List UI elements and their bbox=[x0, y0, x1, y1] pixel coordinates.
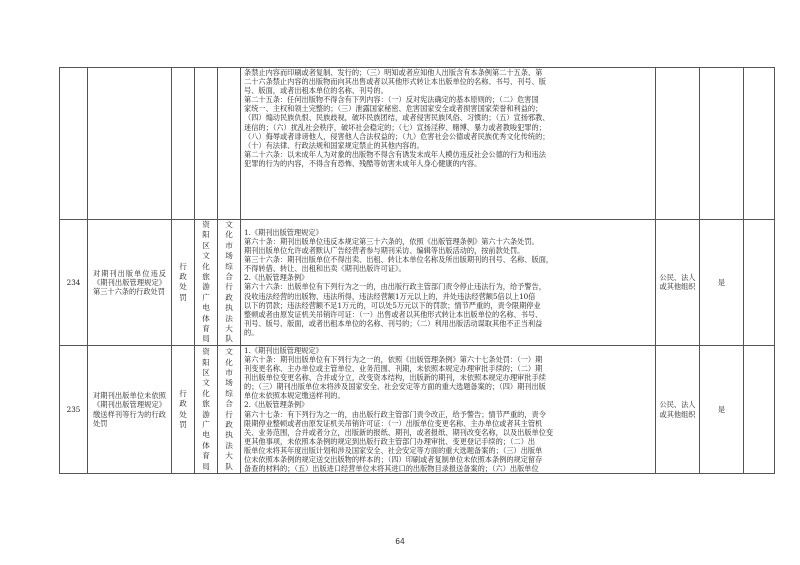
listed-flag: 是 bbox=[700, 220, 744, 346]
basis-line: 条禁止内容而印刷或者复制、发行的；（三）明知或者应知他人出版含有本条例第二十五条、第 bbox=[244, 68, 543, 77]
basis-line: 二十六条禁止内容的出版物而向其出售或者以其他形式转让本出版单位的名称、书号、刊号、版 bbox=[244, 77, 546, 87]
basis-line: 第六十条：期刊出版单位有下列行为之一的，依照《出版管理条例》第六十七条处罚：（一）期 bbox=[244, 354, 543, 364]
basis-line: 第六十七条：有下列行为之一的，由出版行政主管部门责令改正，给予警告；情节严重的，责令 bbox=[244, 409, 546, 419]
basis-line: 备查的材料的；（五）出版进口经营单位未将其进口的出版物目录报送备案的；（六）出版单位 bbox=[244, 464, 539, 474]
basis-line: 号、版面，或者出租本单位的名称、刊号的。 bbox=[244, 86, 388, 96]
basis-line: 期刊出版单位允许或者默认广告经营者参与期刊采访、编辑等出版活动的，按前款处罚。 bbox=[244, 246, 525, 256]
basis-line: 2.《出版管理条例》 bbox=[244, 400, 309, 410]
basis-line: 的；（三）期刊出版单位未将涉及国家安全、社会安定等方面的重大选题备案的；（四）期刊出版 bbox=[244, 382, 546, 392]
table-row bbox=[60, 220, 775, 346]
basis-line: 以下的罚款；违法经营额不足1万元的，可以处5万元以下的罚款；情节严重的，责令限期停业 bbox=[244, 300, 541, 310]
executing-body: 文化市场综合行政执法大队 bbox=[218, 345, 241, 473]
basis-cell bbox=[241, 220, 656, 346]
power-list-table bbox=[59, 67, 775, 474]
basis-line: 整顿或者由原发证机关吊销许可证：（一）出售或者以其他形式转让本出版单位的名称、书号、 bbox=[244, 309, 543, 319]
responsible-dept: 资阳区文化旅游广电体育局 bbox=[195, 345, 218, 473]
basis-line: 不得转借、转让、出租和出卖《期刊出版许可证》。 bbox=[244, 264, 406, 274]
responsible-dept: 资阳区文化旅游广电体育局 bbox=[195, 220, 218, 346]
basis-line: 第六十条：期刊出版单位违反本规定第三十六条的，依照《出版管理条例》第六十六条处罚。 bbox=[244, 236, 539, 246]
basis-cell bbox=[241, 68, 656, 220]
basis-line: 单位未依照本规定缴送样刊的。 bbox=[244, 391, 345, 401]
row-number: 234 bbox=[60, 220, 88, 346]
basis-line: 第三十六条：期刊出版单位不得出卖、出租、转让本单位名称及所出版期刊的刊号、名称、版面， bbox=[244, 255, 554, 265]
basis-line: 家统一、主权和领土完整的；（三）泄露国家秘密、危害国家安全或者损害国家荣誉和利益的； bbox=[244, 104, 543, 114]
item-name: 对期刊出版单位未依照《期刊出版管理规定》缴送样刊等行为的行政处罚 bbox=[88, 345, 172, 473]
power-type: 行政处罚 bbox=[172, 345, 195, 473]
basis-line: 迷信的；（六）扰乱社会秩序，破坏社会稳定的；（七）宣扬淫秽、赌博、暴力或者教唆犯罪的； bbox=[244, 122, 546, 132]
basis-line: 刊变更名称、主办单位或主管单位、业务范围、刊期，未依照本规定办理审批手续的；（二）期 bbox=[244, 364, 543, 374]
basis-line: 的。 bbox=[244, 327, 259, 337]
table-row-continuation bbox=[60, 68, 775, 220]
basis-line: 犯罪的行为的内容，不得含有恐怖、残酷等妨害未成年人身心健康的内容。 bbox=[244, 158, 482, 168]
basis-line: （十）有法律、行政法规和国家规定禁止的其他内容的。 bbox=[244, 140, 424, 150]
subject: 公民、法人或其他组织 bbox=[656, 345, 700, 473]
executing-body: 文化市场综合行政执法大队 bbox=[218, 220, 241, 346]
page-number: 64 bbox=[395, 537, 405, 546]
basis-line: 刊号、版号、版面，或者出租本单位的名称、刊号的；（二）利用出版活动谋取其他不正当利益 bbox=[244, 318, 543, 328]
basis-line: 1.《期刊出版管理规定》 bbox=[244, 227, 323, 237]
basis-line: 1.《期刊出版管理规定》 bbox=[244, 345, 323, 355]
basis-line: 没收违法经营的出版物、违法所得，违法经营额1万元以上的，并处违法经营额5倍以上10倍 bbox=[244, 291, 536, 301]
basis-line: 版单位未将其年度出版计划和涉及国家安全、社会安定等方面的重大选题备案的；（三）出版单 bbox=[244, 445, 543, 455]
basis-line: 第六十六条：出版单位有下列行为之一的，由出版行政主管部门责令停止违法行为，给予警告， bbox=[244, 282, 546, 292]
basis-line: 第二十五条：任何出版物不得含有下列内容：（一）反对宪法确定的基本原则的；（二）危害国 bbox=[244, 95, 539, 105]
basis-line: 2.《出版管理条例》 bbox=[244, 273, 309, 283]
basis-line: 关、业务范围，合并或者分立，出版新的报纸、期刊，或者报纸、期刊改变名称，以及出版单位变 bbox=[244, 427, 554, 437]
basis-cell bbox=[241, 345, 656, 473]
basis-line: （四）煽动民族仇恨、民族歧视，破坏民族团结，或者侵害民族风俗、习惯的；（五）宣扬邪教、 bbox=[244, 113, 550, 123]
table-row bbox=[60, 345, 775, 473]
row-number: 235 bbox=[60, 345, 88, 473]
basis-line: 刊出版单位变更名称、合并或分立，改变资本结构，出版新的期刊，未依照本规定办理审批手续 bbox=[244, 373, 546, 383]
basis-line: 位未依照本条例的规定送交出版物的样本的；（四）印刷或者复制单位未依照本条例的规定留存 bbox=[244, 455, 543, 464]
listed-flag: 是 bbox=[700, 345, 744, 473]
subject: 公民、法人或其他组织 bbox=[656, 220, 700, 346]
basis-line: （八）侮辱或者诽谤他人，侵害他人合法权益的；（九）危害社会公德或者民族优秀文化传统的； bbox=[244, 131, 550, 141]
basis-line: 第二十六条：以未成年人为对象的出版物不得含有诱发未成年人模仿违反社会公德的行为和违法 bbox=[244, 149, 546, 159]
basis-line: 限期停业整顿或者由原发证机关吊销许可证：（一）出版单位变更名称、主办单位或者其主管机 bbox=[244, 418, 543, 428]
power-type: 行政处罚 bbox=[172, 220, 195, 346]
item-name: 对期刊出版单位违反《期刊出版管理规定》第三十六条的行政处罚 bbox=[88, 220, 172, 346]
basis-line: 更其他事项，未依照本条例的规定到出版行政主管部门办理审批、变更登记手续的；（二）出 bbox=[244, 436, 536, 446]
